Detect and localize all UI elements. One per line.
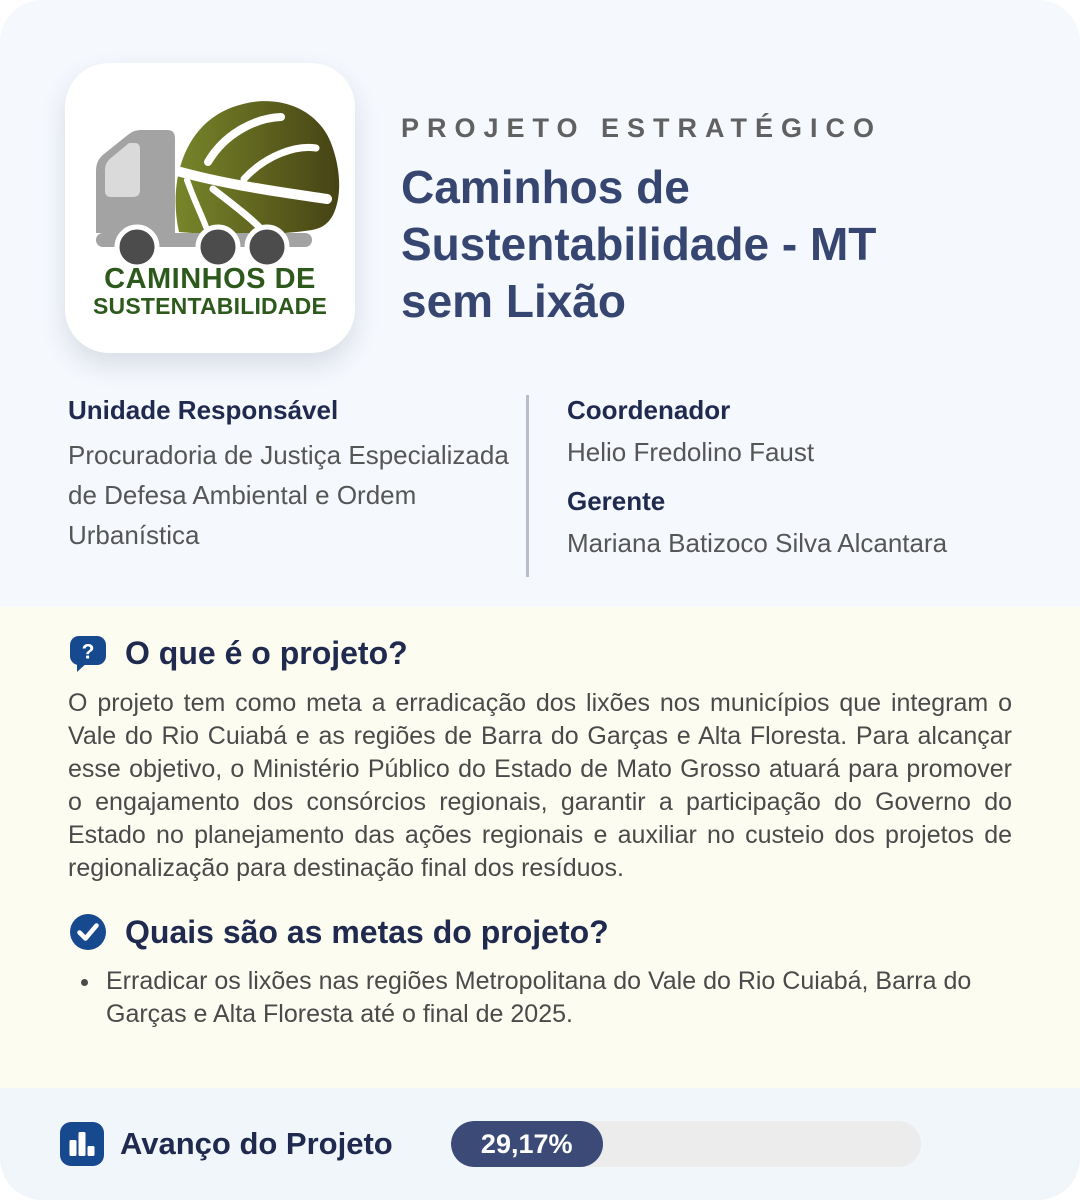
logo-line2: SUSTENTABILIDADE <box>92 292 328 319</box>
logo-wordmark <box>93 265 327 318</box>
question-bubble-icon <box>68 633 108 673</box>
manager-label: Gerente <box>567 486 666 516</box>
about-heading: O que é o projeto? <box>125 634 408 671</box>
unit-label: Unidade Responsável <box>68 395 339 425</box>
project-kicker: PROJETO ESTRATÉGICO <box>401 113 883 143</box>
progress-fill <box>451 1121 603 1167</box>
check-circle-icon <box>68 912 108 952</box>
goals-list <box>68 965 1012 1031</box>
about-body: O projeto tem como meta a erradicação dos lixões nos municípios que integram o Vale do Rio Cuiabá e as regiões de Barra do Garças e Alta Floresta. Para alcançar esse objetivo, o Ministério Público do Estado de Mato Grosso atuará para promover o engajamento dos consórcios regionais, garantir a participação do Governo do Estado no planejamento das ações regionais e auxiliar no custeio dos projetos de regionalização para destinação final dos resíduos. <box>68 689 1012 882</box>
progress-value: 29,17% <box>480 1128 573 1159</box>
project-info <box>65 395 1022 577</box>
unit-value: Procuradoria de Justiça Especializada de Defesa Ambiental e Ordem Urbanística <box>68 440 509 550</box>
about-section <box>0 607 1080 1088</box>
goals-heading: Quais são as metas do projeto? <box>125 913 609 950</box>
svg-text:?: ? <box>81 640 95 664</box>
coordinator-value: Helio Fredolino Faust <box>567 437 815 467</box>
manager-value: Mariana Batizoco Silva Alcantara <box>567 528 948 558</box>
project-logo <box>65 63 355 353</box>
progress-label: Avanço do Projeto <box>120 1126 393 1161</box>
progress-bar <box>451 1121 921 1167</box>
truck-leaf-icon <box>65 71 355 271</box>
project-title: Caminhos de Sustentabilidade - MT sem Lixão <box>401 161 877 327</box>
progress-section <box>0 1088 1080 1200</box>
coordinator-label: Coordenador <box>567 395 731 425</box>
bar-chart-icon <box>60 1122 104 1166</box>
goal-item: • Erradicar os lixões nas regiões Metropolitana do Vale do Rio Cuiabá, Barra do Garças e Alta Floresta até o final de 2025. <box>102 965 1012 1031</box>
logo-line1: CAMINHOS DE <box>104 263 316 295</box>
